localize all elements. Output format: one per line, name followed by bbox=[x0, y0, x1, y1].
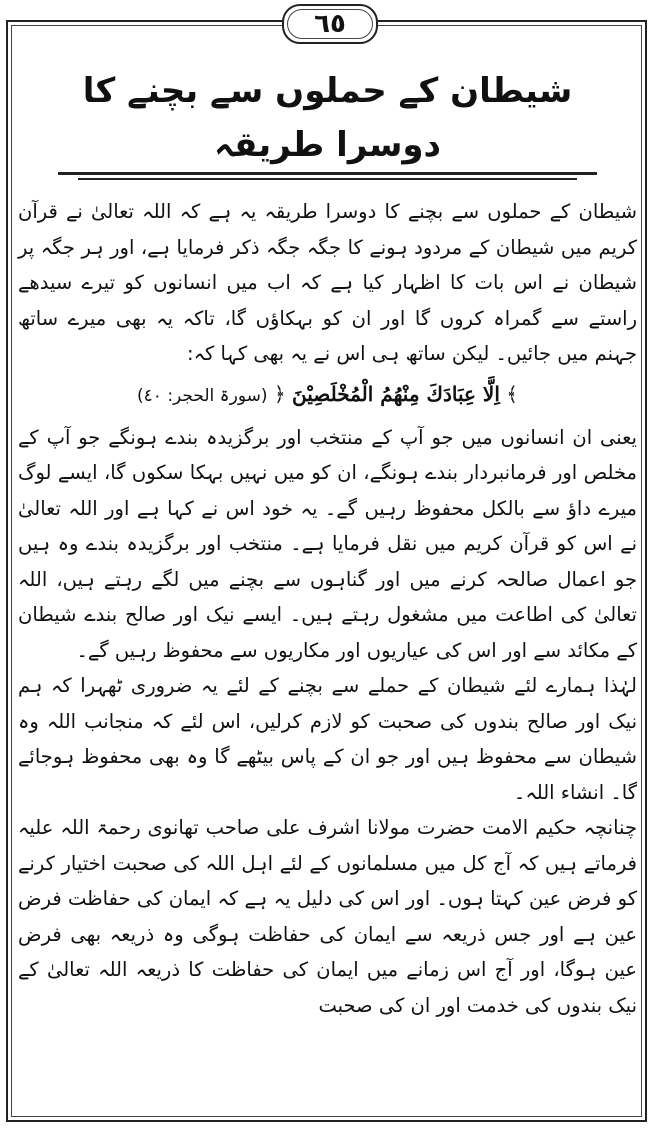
paragraph-2: یعنی ان انسانوں میں جو آپ کے منتخب اور برگزیدہ بندے ہونگے جو آپ کے مخلص اور فرمانبردار بندے ہونگے، ان کو میں نہیں بہکا سکوں گا، ایسے لوگ میرے داؤ سے بالکل محفوظ رہیں گے۔ یہ خود اس نے کہا ہے اور اللہ تعالیٰ نے اس کو قرآن کریم میں نقل فرمایا ہے۔ منتخب اور برگزیدہ بندے وہ ہیں جو اعمال صالحہ کرنے میں اور گناہوں سے بچنے میں لگے رہتے ہیں، اللہ تعالیٰ کی اطاعت میں مشغول رہتے ہیں۔ ایسے نیک اور صالح بندے شیطان کے مکائد سے اور اس کی عیاریوں اور مکاریوں سے محفوظ رہیں گے۔ bbox=[18, 425, 637, 662]
paragraph-1: شیطان کے حملوں سے بچنے کا دوسرا طریقہ یہ ہے کہ اللہ تعالیٰ نے قرآن کریم میں شیطان کے مردود ہونے کا جگہ جگہ ذکر فرمایا ہے، اور ہر جگہ پر شیطان نے اس بات کا اظہار کیا ہے کہ اب میں انسانوں کو تیرے سیدھے راستے سے گمراہ کروں گا اور ان کو بہکاؤں گا، تاکہ یہ بھی میرے ساتھ جہنم میں جائیں۔ لیکن ساتھ ہی اس نے یہ بھی کہا کہ: bbox=[18, 200, 637, 365]
ayah-bracket-close: ﴿ bbox=[273, 381, 286, 406]
page-number: ٦٥ bbox=[282, 4, 378, 44]
title-underline bbox=[78, 178, 577, 180]
paragraph-4: چنانچہ حکیم الامت حضرت مولانا اشرف علی صاحب تھانوی رحمۃ اللہ علیہ فرماتے ہیں کہ آج کل میں مسلمانوں کے لئے اہل اللہ کی صحبت اختیار کرنے کو فرض عین کہتا ہوں۔ اور اس کی دلیل یہ ہے کہ ایمان کی حفاظت فرض عین ہے اور جس ذریعہ سے ایمان کی حفاظت ہوگی وہ ذریعہ بھی فرض عین ہوگا، اور آج اس زمانے میں ایمان کی حفاظت کا ذریعہ اللہ تعالیٰ کے نیک بندوں کی خدمت اور ان کی صحبت bbox=[18, 816, 637, 1017]
ayah-text: اِلَّا عِبَادَكَ مِنْهُمُ الْمُخْلَصِيْنَ bbox=[291, 381, 500, 406]
ayah-reference: (سورۃ الحجر: ٤٠) bbox=[137, 385, 268, 406]
page-title: شیطان کے حملوں سے بچنے کا دوسرا طریقہ bbox=[58, 64, 597, 175]
quran-verse bbox=[18, 374, 637, 416]
page-content bbox=[18, 56, 637, 1120]
paragraph-3: لہٰذا ہمارے لئے شیطان کے حملے سے بچنے کے لئے یہ ضروری ٹھہرا کہ ہم نیک اور صالح بندوں کی صحبت کو لازم کرلیں، اس لئے کہ منجانب اللہ وہ شیطان سے محفوظ ہیں اور جو ان کے پاس بیٹھے گا وہ بھی محفوظ ہوجائے گا۔ انشاء اللہ۔ bbox=[18, 674, 637, 804]
ayah-bracket-open: ﴾ bbox=[506, 381, 518, 406]
